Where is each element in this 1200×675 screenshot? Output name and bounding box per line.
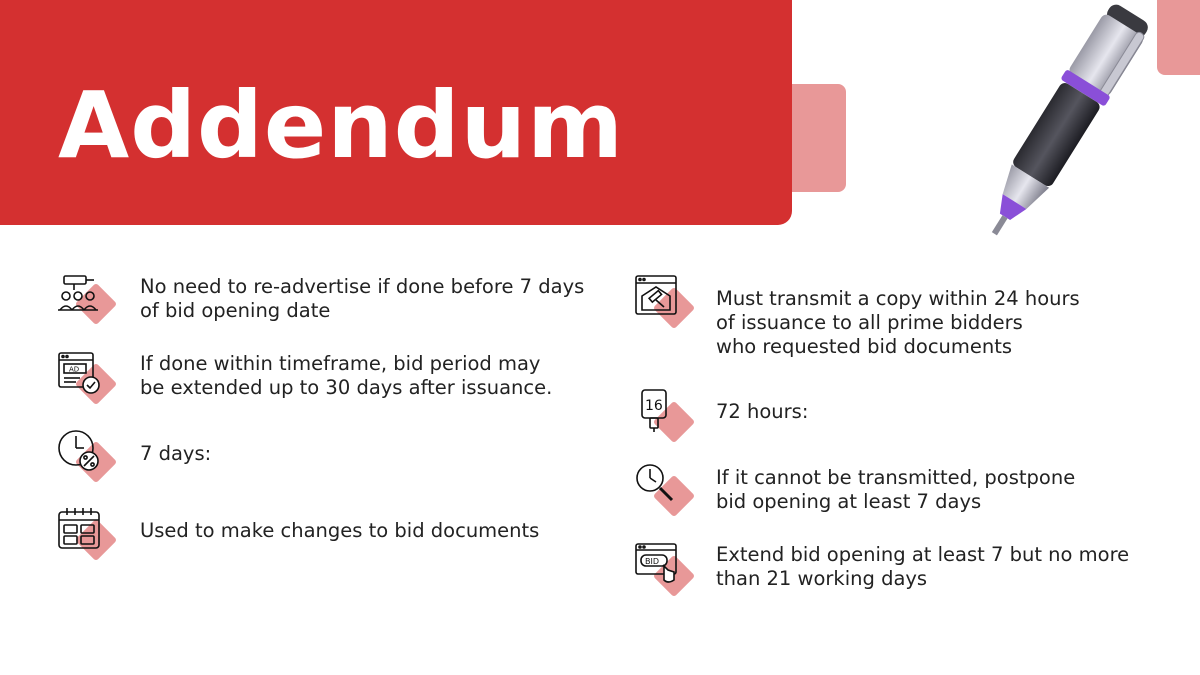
list-item-text: 7 days: <box>140 442 212 465</box>
pen-illustration <box>940 0 1180 250</box>
list-item-text: Used to make changes to bid documents <box>140 519 540 542</box>
list-item-text: If it cannot be transmitted, postpone bid opening at least 7 days <box>716 466 1076 513</box>
calendar-icon <box>56 506 120 570</box>
list-item <box>56 350 120 414</box>
list-item <box>634 388 698 452</box>
list-item-text: No need to re-advertise if done before 7 days of bid opening date <box>140 275 585 322</box>
list-item <box>634 462 698 526</box>
svg-text:BID: BID <box>645 557 660 566</box>
list-item-text: If done within timeframe, bid period may be extended up to 30 days after issuance. <box>140 352 553 399</box>
ad-browser-check-icon <box>56 350 120 414</box>
auction-bidders-icon <box>56 270 120 334</box>
list-item <box>56 428 120 492</box>
list-item <box>56 270 120 334</box>
clock-search-icon <box>634 462 698 526</box>
list-item <box>56 506 120 570</box>
page-title: Addendum <box>58 72 625 179</box>
bid-click-icon <box>634 542 698 606</box>
list-item <box>634 542 698 606</box>
bid-paddle-icon <box>634 388 698 452</box>
svg-text:AD: AD <box>69 365 80 374</box>
list-item-text: 72 hours: <box>716 400 809 423</box>
list-item-text: Must transmit a copy within 24 hours of issuance to all prime bidders who requested bid documents <box>716 287 1080 358</box>
online-auction-icon <box>634 274 698 338</box>
list-item-text: Extend bid opening at least 7 but no more than 21 working days <box>716 543 1130 590</box>
svg-text:16: 16 <box>645 398 663 414</box>
clock-percent-icon <box>56 428 120 492</box>
list-item <box>634 274 698 338</box>
